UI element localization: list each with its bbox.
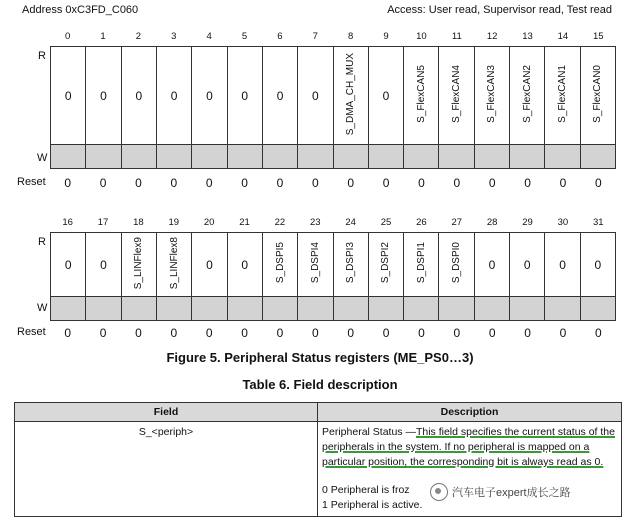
bit-number: 8 [348, 31, 354, 42]
bit-number: 25 [380, 217, 392, 228]
field-label: 0 [276, 88, 284, 103]
field-cell [156, 47, 191, 145]
bit-number: 4 [206, 31, 212, 42]
field-cell [368, 47, 403, 145]
bit-number: 13 [522, 31, 533, 42]
field-cell [227, 233, 262, 297]
field-label: S_DSPI4 [309, 242, 321, 284]
field-label: S_LINFlex9 [133, 236, 145, 290]
write-cell [51, 297, 86, 321]
write-cell [86, 145, 121, 169]
write-cell [262, 297, 297, 321]
reset-value: 0 [64, 326, 72, 340]
field-cell [404, 47, 439, 145]
reset-value: 0 [453, 176, 461, 190]
field-label: S_FlexCAN1 [557, 65, 569, 123]
field-cell [439, 233, 474, 297]
bit-number: 11 [451, 31, 462, 42]
field-label: 0 [64, 88, 72, 103]
field-label: 0 [100, 88, 107, 103]
field-name: S_<periph> [138, 426, 194, 438]
bit-number: 12 [486, 31, 498, 42]
field-label: S_DMA_CH_MUX [345, 52, 357, 136]
field-cell [404, 233, 439, 297]
field-label: 0 [312, 88, 319, 103]
row-label-r: R [38, 236, 46, 248]
bit-number: 0 [65, 31, 71, 42]
reset-value: 0 [99, 176, 107, 190]
write-cell [404, 145, 439, 169]
field-cell [121, 233, 156, 297]
field-label: 0 [559, 257, 566, 272]
bit-number: 14 [557, 31, 569, 42]
field-cell [474, 233, 509, 297]
reset-value: 0 [418, 176, 425, 190]
row-label-w: W [37, 302, 48, 314]
write-cell [580, 145, 615, 169]
field-label: S_FlexCAN0 [592, 65, 604, 123]
row-label-r: R [38, 50, 46, 62]
description-value-0: 0 Peripheral is froz [322, 483, 410, 496]
bit-number: 22 [274, 217, 286, 228]
write-cell [510, 297, 545, 321]
reset-value: 0 [594, 176, 602, 190]
field-header: Field [15, 403, 318, 422]
field-cell [298, 233, 333, 297]
reset-value: 0 [170, 326, 178, 340]
bit-number: 5 [241, 31, 248, 42]
bit-numbers-top [50, 31, 616, 42]
bit-number: 27 [451, 217, 463, 228]
reset-value: 0 [311, 176, 319, 190]
field-label: 0 [100, 257, 107, 272]
description-text: This field specifies the current status of the peripherals in the system. If no peripheral is mapped on a particular position, the corresponding bit is always read as 0. [322, 426, 615, 469]
row-label-reset: Reset [17, 176, 46, 188]
reset-value: 0 [347, 176, 355, 190]
field-cell [333, 233, 368, 297]
field-cell [510, 47, 545, 145]
field-cell [86, 233, 121, 297]
figure-caption: Figure 5. Peripheral Status registers (ME_PS0…3) [166, 350, 474, 365]
wechat-logo-icon [430, 483, 448, 501]
bit-number: 2 [135, 31, 142, 42]
bit-number: 7 [312, 31, 318, 42]
reset-value: 0 [64, 176, 72, 190]
write-cell [262, 145, 297, 169]
field-label: S_DSPI5 [274, 242, 286, 284]
reset-value: 0 [276, 176, 284, 190]
write-cell [192, 145, 227, 169]
bit-numbers-bottom [50, 217, 616, 228]
reset-value: 0 [559, 326, 567, 340]
field-label: S_FlexCAN5 [415, 65, 427, 123]
write-cell [474, 145, 509, 169]
field-label: 0 [594, 257, 602, 272]
row-label-w: W [37, 152, 48, 164]
bit-number: 15 [593, 31, 604, 42]
field-cell [580, 47, 615, 145]
field-cell [439, 47, 474, 145]
reset-values-top [50, 176, 616, 190]
field-label: 0 [64, 257, 72, 272]
write-cell [227, 145, 262, 169]
field-label: 0 [488, 257, 496, 272]
watermark [430, 483, 571, 501]
write-cell [545, 145, 580, 169]
reset-value: 0 [241, 326, 248, 340]
description-header: Description [318, 403, 622, 422]
write-cell [368, 297, 403, 321]
bit-number: 28 [486, 217, 498, 228]
bit-number: 19 [168, 217, 180, 228]
field-cell [156, 233, 191, 297]
field-cell [121, 47, 156, 145]
bit-number: 23 [310, 217, 321, 228]
reset-value: 0 [347, 326, 355, 340]
reset-value: 0 [135, 326, 142, 340]
reset-value: 0 [205, 326, 213, 340]
write-cell [368, 145, 403, 169]
bit-number: 29 [522, 217, 533, 228]
field-label: S_FlexCAN4 [451, 65, 463, 123]
write-cell [298, 145, 333, 169]
register-address: Address 0xC3FD_C060 [22, 4, 139, 16]
reset-value: 0 [205, 176, 213, 190]
write-cell [156, 297, 191, 321]
field-label: S_DSPI2 [380, 242, 392, 284]
field-cell [262, 47, 297, 145]
bit-number: 10 [416, 31, 427, 42]
register-bottom-table [50, 232, 616, 321]
field-label: S_DSPI1 [415, 242, 427, 284]
field-label: S_DSPI3 [345, 242, 357, 284]
register-top-table [50, 46, 616, 169]
field-cell [192, 47, 227, 145]
field-cell [545, 47, 580, 145]
bit-number: 26 [416, 217, 427, 228]
reset-value: 0 [135, 176, 142, 190]
bit-number: 9 [383, 31, 389, 42]
write-cell [298, 297, 333, 321]
field-cell [51, 47, 86, 145]
field-cell [227, 47, 262, 145]
reset-value: 0 [311, 326, 319, 340]
field-label: 0 [170, 88, 178, 103]
reset-value: 0 [382, 176, 390, 190]
field-cell [510, 233, 545, 297]
write-cell [439, 297, 474, 321]
description-cell [318, 422, 622, 517]
reset-value: 0 [99, 326, 107, 340]
field-cell [333, 47, 368, 145]
bit-number: 20 [203, 217, 215, 228]
bit-number: 17 [97, 217, 109, 228]
write-cell [227, 297, 262, 321]
field-label: S_DSPI0 [451, 242, 463, 284]
reset-value: 0 [524, 326, 531, 340]
write-cell [156, 145, 191, 169]
bit-number: 24 [345, 217, 356, 228]
bit-number: 31 [593, 217, 604, 228]
write-cell [404, 297, 439, 321]
description-value-1: 1 Peripheral is active. [322, 498, 423, 511]
field-label: 0 [241, 257, 249, 272]
write-cell [333, 145, 368, 169]
write-cell [510, 145, 545, 169]
field-label: 0 [135, 88, 143, 103]
reset-value: 0 [488, 176, 496, 190]
bit-number: 30 [557, 217, 569, 228]
write-cell [51, 145, 86, 169]
reset-value: 0 [170, 176, 178, 190]
field-cell [368, 233, 403, 297]
reset-value: 0 [453, 326, 461, 340]
write-cell [474, 297, 509, 321]
field-label: 0 [382, 88, 390, 103]
field-label: S_FlexCAN2 [521, 65, 533, 123]
row-label-reset: Reset [17, 326, 46, 338]
reset-values-bottom [50, 326, 616, 340]
reset-value: 0 [524, 176, 531, 190]
field-cell [474, 47, 509, 145]
write-cell [121, 297, 156, 321]
field-cell [192, 233, 227, 297]
bit-number: 16 [62, 217, 73, 228]
write-cell [333, 297, 368, 321]
field-label: 0 [206, 88, 213, 103]
reset-value: 0 [594, 326, 602, 340]
field-name-cell [15, 422, 318, 517]
bit-number: 6 [277, 31, 283, 42]
field-cell [298, 47, 333, 145]
field-cell [580, 233, 615, 297]
reset-value: 0 [276, 326, 284, 340]
register-access: Access: User read, Supervisor read, Test read [387, 4, 612, 16]
bit-number: 18 [133, 217, 144, 228]
reset-value: 0 [559, 176, 567, 190]
field-label: 0 [206, 257, 213, 272]
watermark-text: 汽车电子expert成长之路 [452, 487, 571, 499]
field-label: S_LINFlex8 [168, 236, 180, 290]
field-label: S_FlexCAN3 [486, 65, 498, 123]
field-label: 0 [241, 88, 249, 103]
field-label: 0 [523, 257, 531, 272]
reset-value: 0 [418, 326, 425, 340]
write-cell [192, 297, 227, 321]
write-cell [86, 297, 121, 321]
write-cell [121, 145, 156, 169]
reset-value: 0 [241, 176, 248, 190]
description-intro: Peripheral Status — [322, 426, 416, 438]
bit-number: 3 [171, 31, 177, 42]
field-cell [545, 233, 580, 297]
reset-value: 0 [382, 326, 390, 340]
field-cell [86, 47, 121, 145]
reset-value: 0 [488, 326, 496, 340]
bit-number: 21 [239, 217, 250, 228]
write-cell [580, 297, 615, 321]
field-cell [51, 233, 86, 297]
table-caption: Table 6. Field description [242, 377, 398, 392]
field-cell [262, 233, 297, 297]
write-cell [545, 297, 580, 321]
write-cell [439, 145, 474, 169]
bit-number: 1 [100, 31, 106, 42]
